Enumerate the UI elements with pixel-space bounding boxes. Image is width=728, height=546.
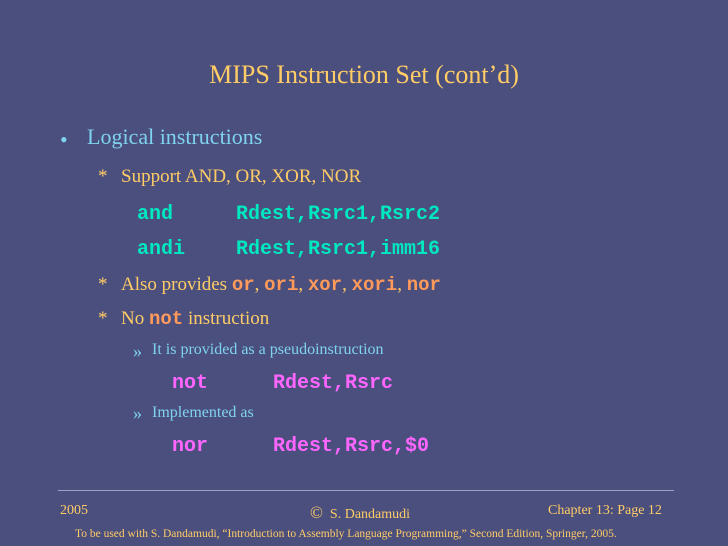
inline-code-xor: xor <box>307 274 343 296</box>
code-args-and: Rdest,Rsrc1,Rsrc2 <box>236 203 441 226</box>
pseudo-text: It is provided as a pseudoinstruction <box>152 341 384 358</box>
separator: , <box>342 274 347 295</box>
code-op-nor: nor <box>172 435 209 458</box>
bullet-marker: • <box>60 127 68 152</box>
separator: , <box>397 274 402 295</box>
no-not-prefix: No <box>121 308 145 329</box>
no-not-line <box>121 308 269 330</box>
footer-note: To be used with S. Dandamudi, “Introduction to Assembly Language Programming,” Second Edition, Springer, 2005. <box>75 528 617 540</box>
sub-bullet-marker: * <box>98 308 108 329</box>
sub-bullet-marker: * <box>98 274 108 295</box>
logical-instructions-heading: Logical instructions <box>87 124 263 149</box>
footer-year: 2005 <box>60 503 88 518</box>
support-text: Support AND, OR, XOR, NOR <box>121 166 362 187</box>
separator: , <box>298 274 304 295</box>
footer-author <box>310 503 410 523</box>
also-provides-line <box>121 274 441 296</box>
inline-code-ori: ori <box>264 274 299 296</box>
code-op-andi: andi <box>137 238 186 261</box>
implemented-text: Implemented as <box>152 404 254 421</box>
no-not-suffix: instruction <box>187 308 270 329</box>
sub-sub-bullet-marker: » <box>133 341 142 361</box>
code-op-and: and <box>137 203 174 226</box>
also-provides-prefix: Also provides <box>121 274 228 295</box>
sub-bullet-marker: * <box>98 166 108 187</box>
copyright-icon: © <box>310 503 323 522</box>
footer-divider <box>58 490 674 491</box>
author-name: S. Dandamudi <box>329 507 411 522</box>
separator: , <box>254 274 260 295</box>
inline-code-xori: xori <box>351 274 398 296</box>
slide-title: MIPS Instruction Set (cont’d) <box>209 60 519 89</box>
inline-code-or: or <box>231 274 255 296</box>
sub-sub-bullet-marker: » <box>133 403 142 423</box>
inline-code-nor: nor <box>406 274 441 296</box>
code-args-nor: Rdest,Rsrc,$0 <box>273 435 430 458</box>
code-args-andi: Rdest,Rsrc1,imm16 <box>236 238 441 261</box>
footer-chapter-page: Chapter 13: Page 12 <box>548 503 662 518</box>
inline-code-not: not <box>148 308 184 330</box>
code-op-not: not <box>172 372 209 395</box>
code-args-not: Rdest,Rsrc <box>273 372 394 395</box>
